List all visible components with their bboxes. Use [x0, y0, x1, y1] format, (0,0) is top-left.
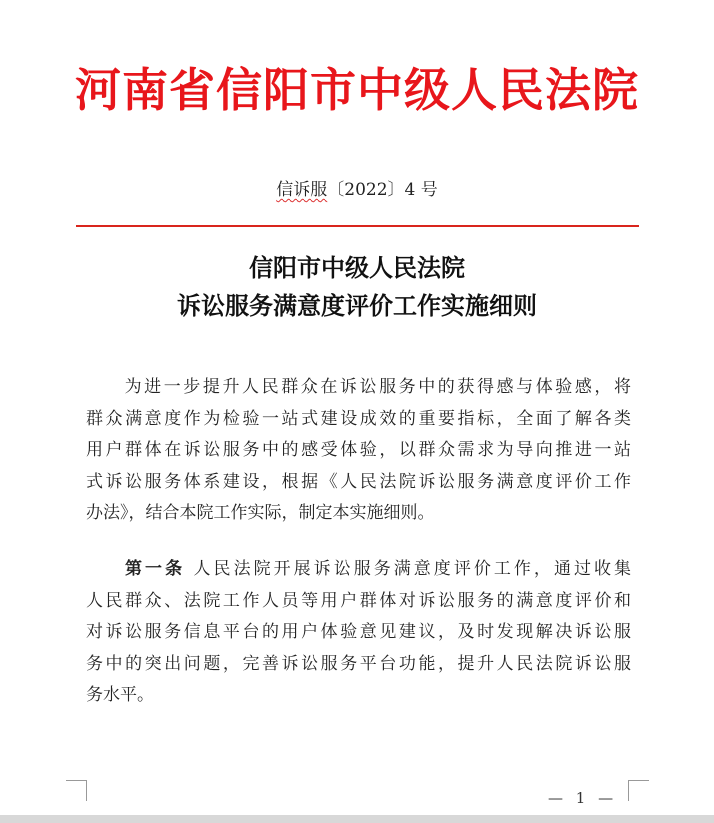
paragraph-line: 人民群众、法院工作人员等用户群体对诉讼服务的满意度评价和	[86, 590, 631, 611]
paragraph-line: 为进一步提升人民群众在诉讼服务中的获得感与体验感，将	[122, 377, 631, 397]
document-title-line-2: 诉讼服务满意度评价工作实施细则	[177, 292, 537, 320]
paragraph-line: 用户群体在诉讼服务中的感受体验，以群众需求为导向推进一站	[86, 440, 631, 460]
court-name-header: 河南省信阳市中级人民法院	[75, 63, 639, 117]
paragraph-line: 务中的突出问题，完善诉讼服务平台功能，提升人民法院诉讼服	[86, 653, 631, 674]
page-bottom-edge	[0, 815, 714, 823]
paragraph-line: 式诉讼服务体系建设，根据《人民法院诉讼服务满意度评价工作	[86, 471, 631, 492]
red-divider-rule	[76, 225, 639, 227]
document-number	[0, 178, 714, 202]
article-one-paragraph	[86, 554, 631, 712]
paragraph-line: 办法》，结合本院工作实际，制定本实施细则。	[86, 503, 435, 523]
paragraph-line: 第一条 人民法院开展诉讼服务满意度评价工作，通过收集	[122, 559, 632, 579]
paragraph-line: 对诉讼服务信息平台的用户体验意见建议，及时发现解决诉讼服	[86, 622, 631, 642]
paragraph-line: 群众满意度作为检验一站式建设成效的重要指标，全面了解各类	[86, 408, 631, 429]
article-one-label: 第一条	[122, 559, 186, 579]
doc-number-prefix: 信诉服	[276, 180, 328, 200]
doc-number-suffix: 〔2022〕4 号	[327, 180, 438, 200]
crop-mark-bottom-right	[628, 780, 649, 801]
intro-paragraph	[86, 372, 631, 530]
crop-mark-bottom-left	[66, 780, 87, 801]
document-title-line-1: 信阳市中级人民法院	[249, 254, 465, 282]
page-number: — 1 —	[548, 789, 618, 807]
paragraph-line: 务水平。	[86, 685, 154, 705]
